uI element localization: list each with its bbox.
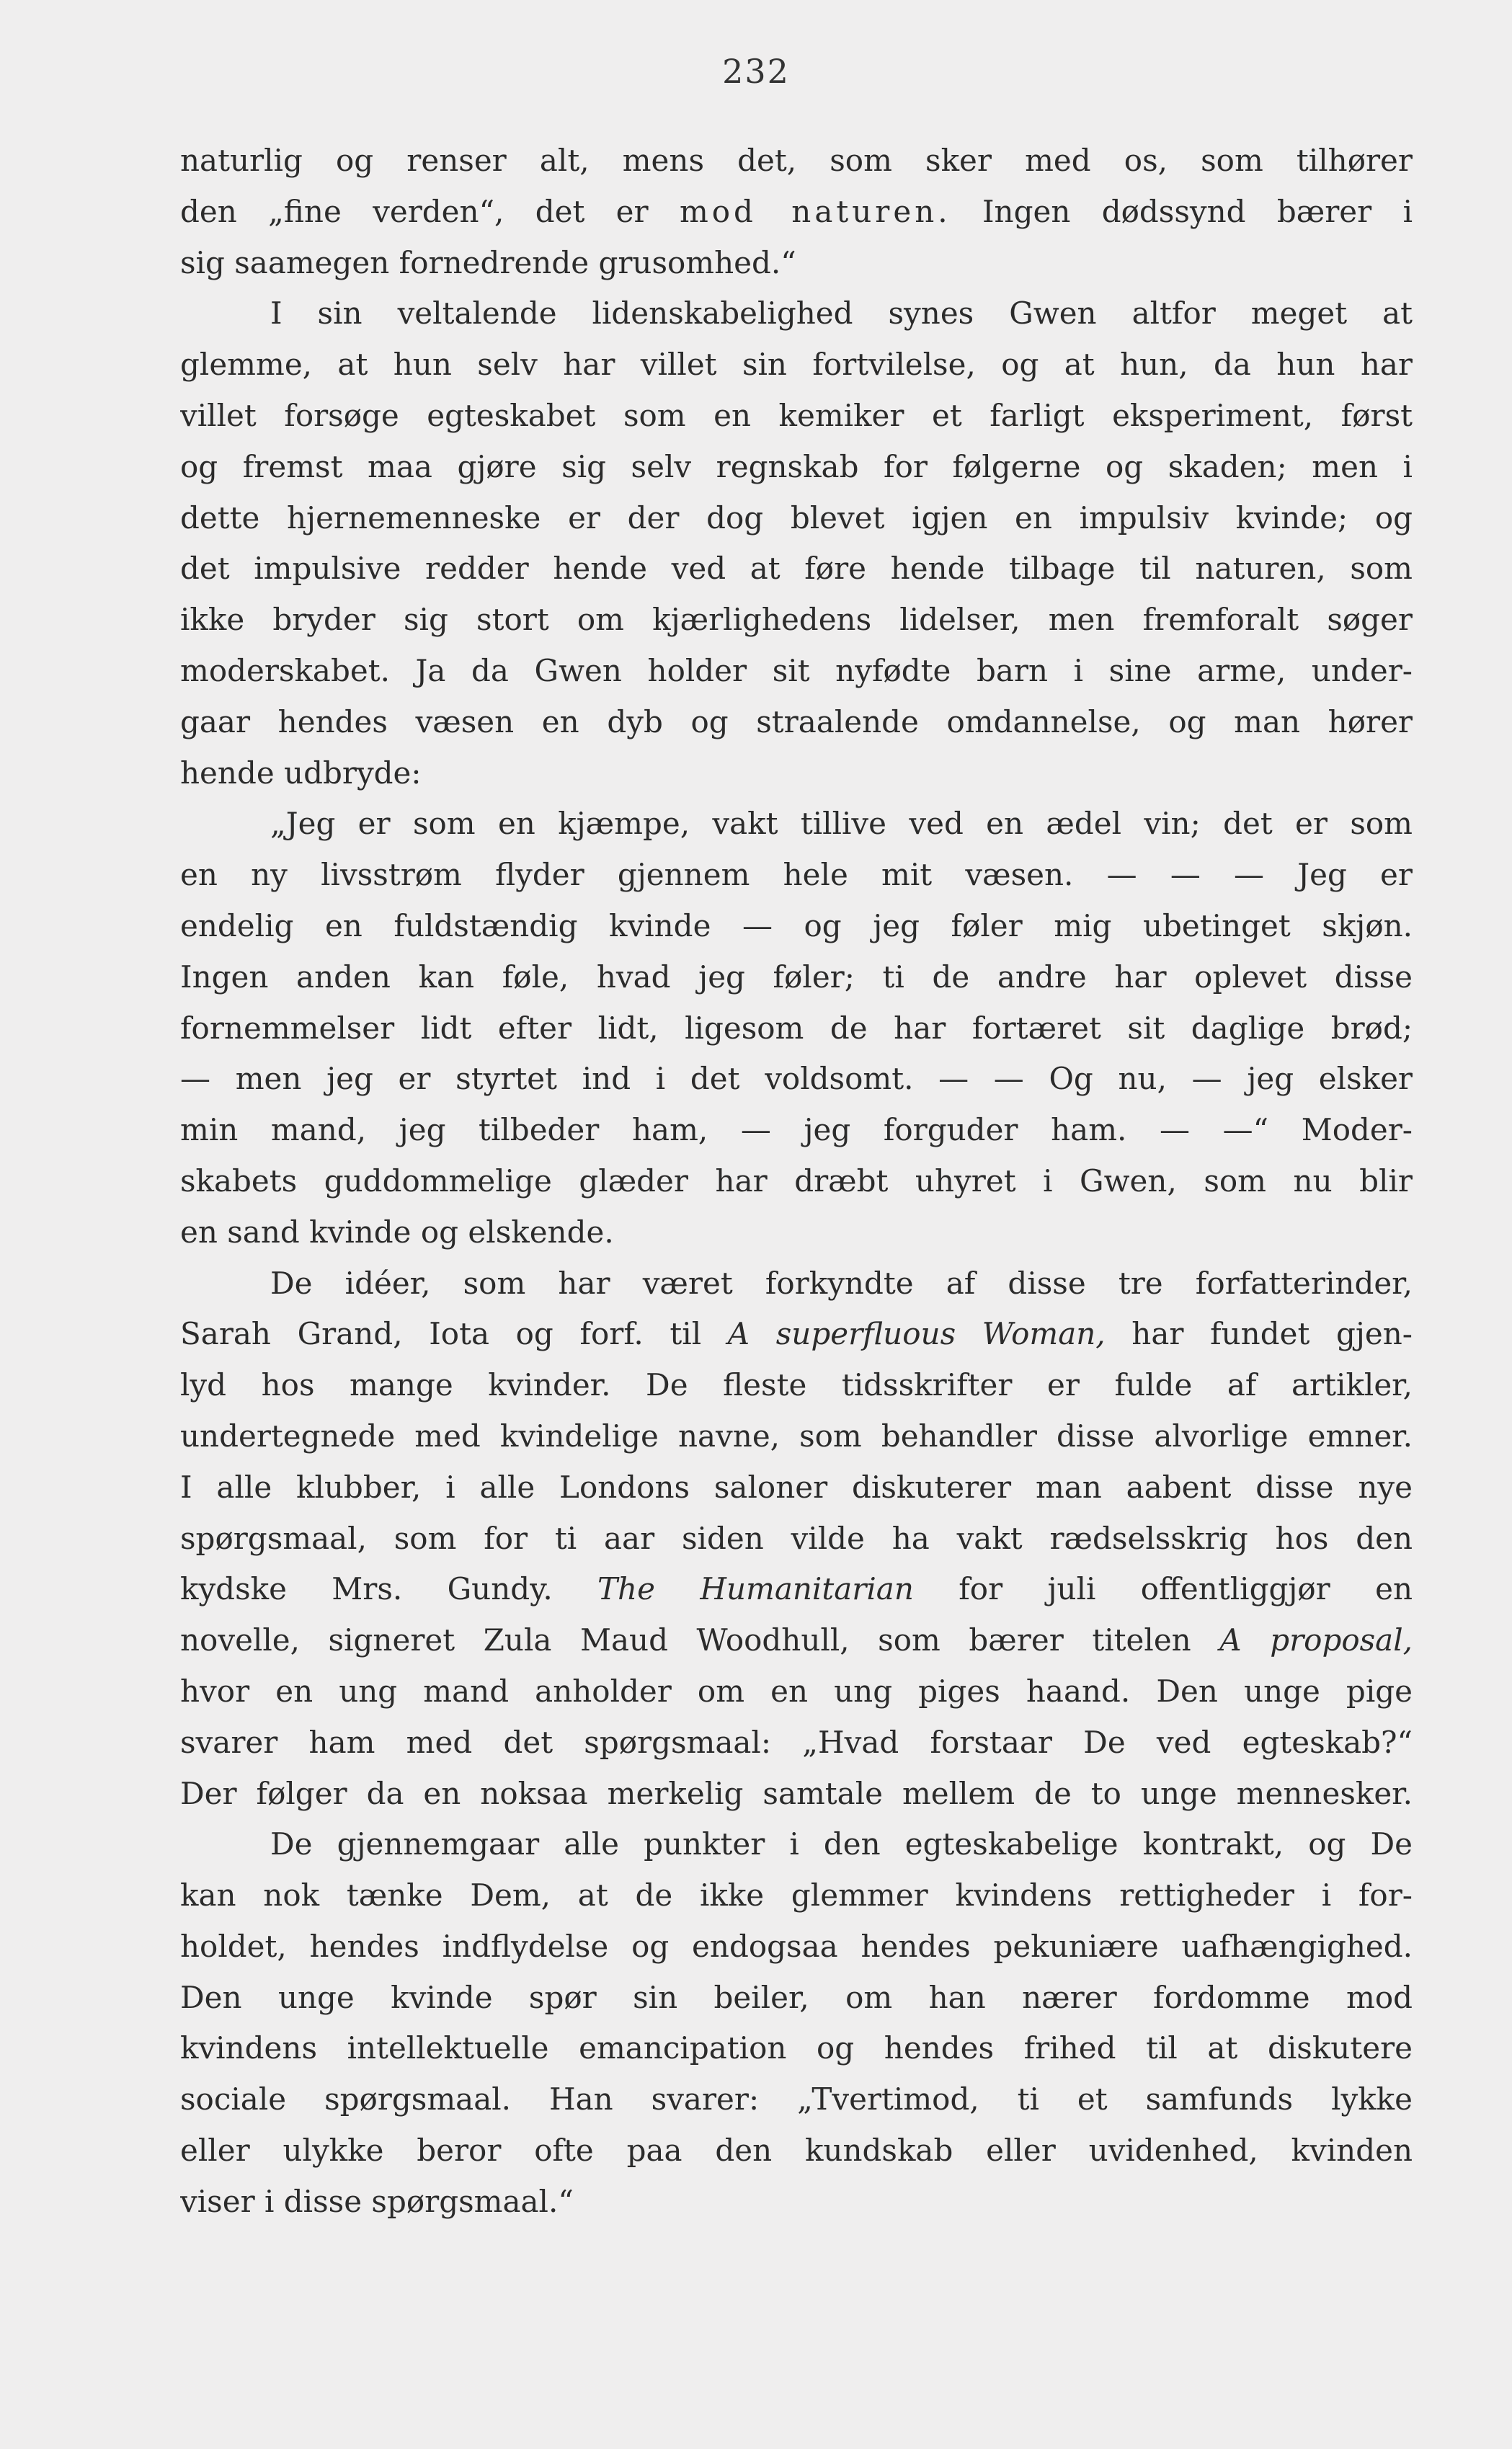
paragraph-start: I sin veltalende lidenskabelighed synes Gwen altfor meget at [270,295,1413,332]
text-line: min mand, jeg tilbeder ham, — jeg forguder ham. — —“ Moder- [180,1112,1413,1148]
text-line: dette hjernemenneske er der dog blevet igjen en impulsiv kvinde; og [180,499,1413,535]
text-line: undertegnede med kvindelige navne, som behandler disse alvorlige emner. [180,1418,1413,1454]
paragraph-start: „Jeg er som en kjæmpe, vakt tillive ved en ædel vin; det er som [270,806,1413,842]
text-line: ikke bryder sig stort om kjærlighedens lidelser, men fremforalt søger [180,602,1413,638]
text-line: sociale spørgsmaal. Han svarer: „Tvertimod, ti et samfunds lykke [180,2081,1413,2117]
text-line: hvor en ung mand anholder om en ung piges haand. Den unge pige [180,1673,1413,1709]
text-line: — men jeg er styrtet ind i det voldsomt. — — Og nu, — jeg elsker [180,1061,1413,1097]
text-line: novelle, signeret Zula Maud Woodhull, som bærer titelen A proposal, [180,1622,1413,1658]
text-line: glemme, at hun selv har villet sin fortvilelse, og at hun, da hun har [180,347,1413,383]
text-line: endelig en fuldstændig kvinde — og jeg føler mig ubetinget skjøn. [180,907,1413,943]
page-number: 232 [722,52,790,91]
text-line: svarer ham med det spørgsmaal: „Hvad forstaar De ved egteskab?“ [180,1724,1413,1760]
text-line: gaar hendes væsen en dyb og straalende omdannelse, og man hører [180,703,1413,739]
text-line: Ingen anden kan føle, hvad jeg føler; ti de andre har oplevet disse [180,959,1413,995]
text-line: den „fine verden“, det er mod naturen. Ingen dødssynd bærer i [180,193,1413,229]
spaced-emphasis: mod naturen. [679,193,951,229]
text-line: moderskabet. Ja da Gwen holder sit nyfødte barn i sine arme, under- [180,652,1413,688]
text-line: villet forsøge egteskabet som en kemiker et farligt eksperiment, først [180,397,1413,433]
text-line: det impulsive redder hende ved at føre hende tilbage til naturen, som [180,551,1413,587]
text-line: sig saamegen fornedrende grusomhed.“ [180,244,796,280]
paragraph-start: De idéer, som har været forkyndte af disse tre forfatterinder, [270,1265,1413,1301]
text-line: Der følger da en noksaa merkelig samtale mellem de to unge mennesker. [180,1775,1413,1811]
italic-title: A proposal, [1219,1622,1413,1658]
text-line: spørgsmaal, som for ti aar siden vilde ha vakt rædselsskrig hos den [180,1520,1413,1556]
italic-title: The Humanitarian [597,1571,914,1607]
body-text [180,135,1413,2228]
paragraph-start: De gjennemgaar alle punkter i den egteskabelige kontrakt, og De [270,1826,1413,1862]
text-line: Sarah Grand, Iota og forf. til A superfluous Woman, har fundet gjen- [180,1316,1413,1352]
text-line: I alle klubber, i alle Londons saloner diskuterer man aabent disse nye [180,1469,1413,1505]
text-line: kydske Mrs. Gundy. The Humanitarian for juli offentliggjør en [180,1571,1413,1607]
text-line: viser i disse spørgsmaal.“ [180,2183,574,2219]
text-line: lyd hos mange kvinder. De fleste tidsskrifter er fulde af artikler, [180,1367,1413,1403]
text-line: og fremst maa gjøre sig selv regnskab for følgerne og skaden; men i [180,448,1413,484]
text-line: hende udbryde: [180,755,422,791]
text-line: kvindens intellektuelle emancipation og hendes frihed til at diskutere [180,2030,1413,2066]
italic-title: A superfluous Woman, [727,1316,1106,1352]
text-line: skabets guddommelige glæder har dræbt uhyret i Gwen, som nu blir [180,1163,1413,1199]
text-line: kan nok tænke Dem, at de ikke glemmer kvindens rettigheder i for- [180,1877,1413,1914]
text-line: en sand kvinde og elskende. [180,1214,614,1250]
text-line: en ny livsstrøm flyder gjennem hele mit væsen. — — — Jeg er [180,857,1413,893]
text-line: naturlig og renser alt, mens det, som sker med os, som tilhører [180,143,1413,178]
text-line: fornemmelser lidt efter lidt, ligesom de har fortæret sit daglige brød; [180,1010,1413,1046]
text-line: holdet, hendes indflydelse og endogsaa hendes pekuniære uafhængighed. [180,1928,1413,1964]
text-line: Den unge kvinde spør sin beiler, om han nærer fordomme mod [180,1979,1413,2015]
text-line: eller ulykke beror ofte paa den kundskab eller uvidenhed, kvinden [180,2133,1413,2169]
